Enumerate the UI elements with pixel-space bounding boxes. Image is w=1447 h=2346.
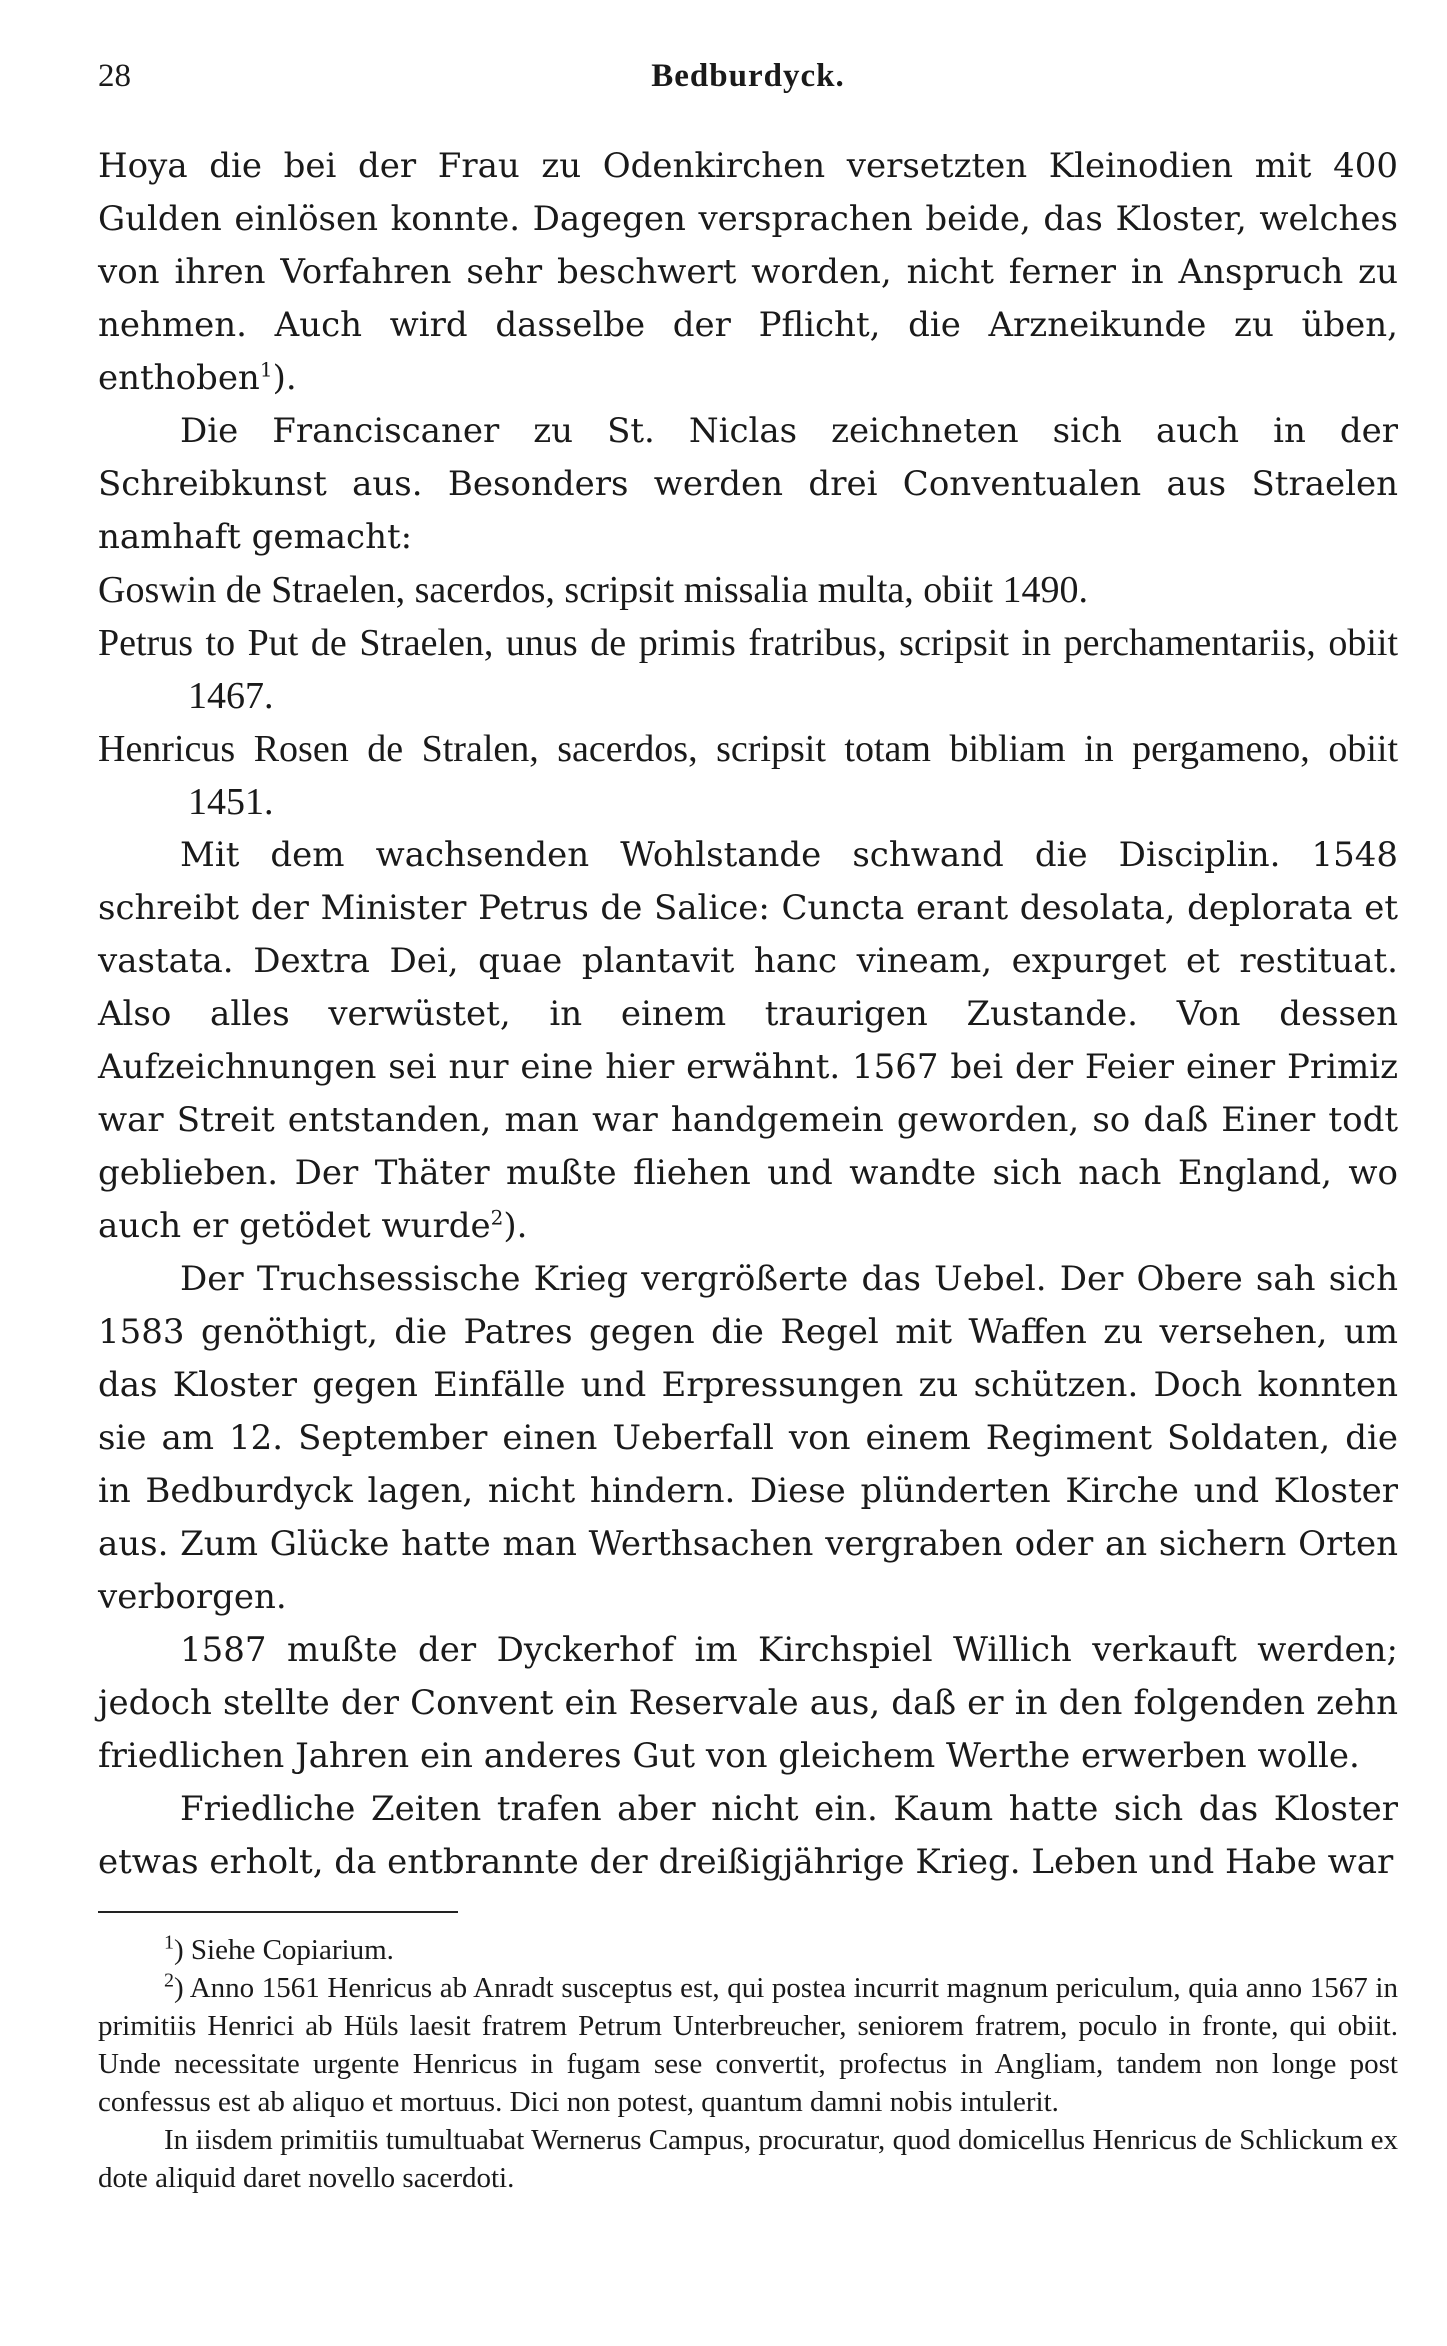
paragraph — [98, 405, 1398, 564]
paragraph-text: Mit dem wachsenden Wohlstande schwand die Disciplin. 1548 schreibt der Minister Petrus de Salice: Cuncta erant desolata, deplorata et vastata. Dextra Dei, quae plantavit hanc vineam, expurget et restituat. Also alles verwüstet, in einem traurigen Zustande. Von dessen Aufzeichnungen sei nur eine hier erwähnt. 1567 bei der Feier einer Primiz war Streit entstanden, man war handgemein geworden, so daß Einer todt geblieben. Der Thäter mußte fliehen und wandte sich nach England, wo auch er getödet wurde — [98, 835, 1398, 1246]
page-number: 28 — [98, 58, 131, 94]
list-item: Petrus to Put de Straelen, unus de primis fratribus, scripsit in perchamentariis, obiit 1467. — [98, 622, 1398, 717]
list-item: Henricus Rosen de Stralen, sacerdos, scripsit totam bibliam in pergameno, obiit 1451. — [98, 728, 1398, 823]
footnotes — [98, 1931, 1398, 2197]
list-item: Goswin de Straelen, sacerdos, scripsit missalia multa, obiit 1490. — [98, 569, 1088, 611]
running-head: Bedburdyck. — [651, 58, 845, 94]
footnote-mark: 2 — [164, 1969, 174, 1992]
footnote-ref-close: ). — [272, 358, 297, 398]
footnote-mark: 1 — [164, 1931, 174, 1954]
footnote-text: ) Anno 1561 Henricus ab Anradt susceptus est, qui postea incurrit magnum periculum, quia anno 1567 in primitiis Henrici ab Hüls laesit fratrem Petrum Unterbreucher, seniorem fratrem, poculo in fronte, qui obiit. Unde necessitate urgente Henricus in fugam sese convertit, profectus in Angliam, tandem non longe post confessus est ab aliquo et mortuus. Dici non potest, quantum damni nobis intulerit. — [98, 1972, 1398, 2118]
footnote-ref: 1 — [259, 357, 273, 382]
book-page — [98, 58, 1398, 2197]
main-text — [98, 140, 1398, 1889]
paragraph — [98, 1253, 1398, 1624]
footnote-divider — [98, 1911, 458, 1913]
scribe-list — [98, 564, 1398, 829]
paragraph-text: Friedliche Zeiten trafen aber nicht ein. Kaum hatte sich das Kloster etwas erholt, da entbrannte der dreißigjährige Krieg. Leben und Habe war — [98, 1789, 1398, 1882]
footnote-ref: 2 — [490, 1205, 504, 1230]
footnote — [98, 1931, 1398, 1969]
footnote — [98, 1969, 1398, 2121]
paragraph — [98, 1624, 1398, 1783]
paragraph-text: Der Truchsessische Krieg vergrößerte das Uebel. Der Obere sah sich 1583 genöthigt, die Patres gegen die Regel mit Waffen zu versehen, um das Kloster gegen Einfälle und Erpressungen zu schützen. Doch konnten sie am 12. September einen Ueberfall von einem Regiment Soldaten, die in Bedburdyck lagen, nicht hindern. Diese plünderten Kirche und Kloster aus. Zum Glücke hatte man Werthsachen vergraben oder an sichern Orten verborgen. — [98, 1259, 1398, 1617]
paragraph-text: Die Franciscaner zu St. Niclas zeichneten sich auch in der Schreibkunst aus. Besonders werden drei Conventualen aus Straelen namhaft gemacht: — [98, 411, 1398, 557]
page-header — [98, 58, 1398, 118]
footnote-ref-close: ). — [503, 1206, 528, 1246]
footnote-continuation: In iisdem primitiis tumultuabat Wernerus Campus, procuratur, quod domicellus Henricus de Schlickum ex dote aliquid daret novello sacerdoti. — [98, 2124, 1398, 2194]
paragraph — [98, 1783, 1398, 1889]
paragraph — [98, 140, 1398, 405]
paragraph-text: 1587 mußte der Dyckerhof im Kirchspiel Willich verkauft werden; jedoch stellte der Convent ein Reservale aus, daß er in den folgenden zehn friedlichen Jahren ein anderes Gut von gleichem Werthe erwerben wolle. — [98, 1630, 1398, 1776]
paragraph-text: Hoya die bei der Frau zu Odenkirchen versetzten Kleinodien mit 400 Gulden einlösen konnte. Dagegen versprachen beide, das Kloster, welches von ihren Vorfahren sehr beschwert worden, nicht ferner in Anspruch zu nehmen. Auch wird dasselbe der Pflicht, die Arzneikunde zu üben, enthoben — [98, 146, 1398, 398]
paragraph — [98, 829, 1398, 1253]
footnote-text: ) Siehe Copiarium. — [174, 1934, 394, 1966]
